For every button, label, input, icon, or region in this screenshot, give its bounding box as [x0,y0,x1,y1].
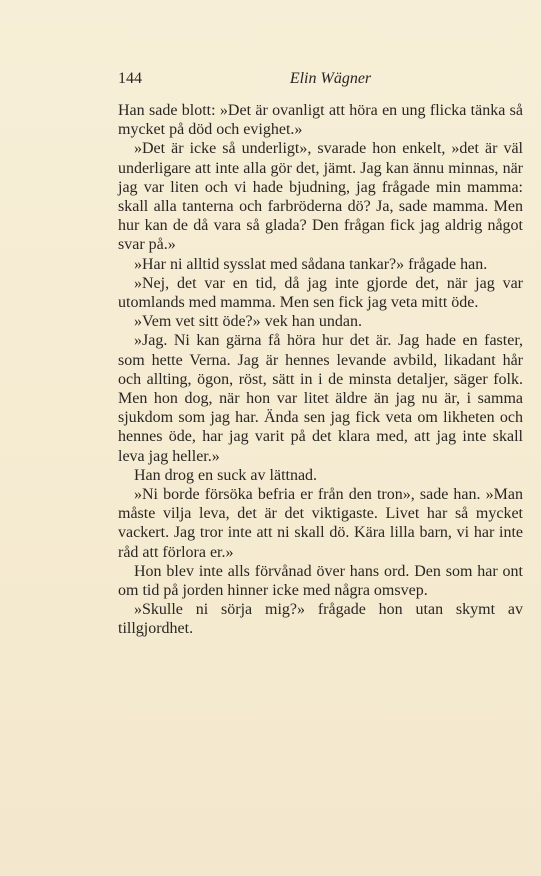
paragraph: »Har ni alltid sysslat med sådana tankar?» frågade han. [134,255,488,273]
paragraph: Han sade blott: »Det är ovanligt att höra en ung flicka tänka så mycket på död och evighet.» [118,102,523,139]
paragraph: »Vem vet sitt öde?» vek han undan. [134,313,362,331]
paragraph: »Det är icke så underligt», svarade hon enkelt, »det är väl underligare att inte alla gör det, jämt. Jag kan ännu minnas, när jag var liten och vi hade bjudning, jag frågade min mamma: skall alla tanterna och farbröderna dö? Ja, sade mamma. Men hur kan de då vara så glada? Den frågan fick jag aldrig något svar på.» [118,140,523,254]
body-text [118,101,523,639]
paragraph: »Jag. Ni kan gärna få höra hur det är. Jag hade en faster, som hette Verna. Jag är hennes levande avbild, likadant hår och allting, ögon, röst, sätt in i de minsta detaljer, säger folk. Men hon dog, när hon var litet äldre än jag nu är, i samma sjukdom som jag har. Ända sen jag fick veta om likheten och hennes öde, har jag varit på det klara med, att jag inte skall leva jag heller.» [118,332,523,465]
running-title: Elin Wägner [289,70,372,87]
paragraph: Hon blev inte alls förvånad över hans ord. Den som har ont om tid på jorden hinner icke med några omsvep. [118,562,523,600]
paragraph: »Skulle ni sörja mig?» frågade hon utan skymt av tillgjordhet. [118,601,523,638]
page-number: 144 [118,70,142,87]
paragraph: »Nej, det var en tid, då jag inte gjorde det, när jag var utomlands med mamma. Men sen fick jag veta mitt öde. [118,274,523,312]
paragraph: »Ni borde försöka befria er från den tron», sade han. »Man måste vilja leva, det är det viktigaste. Livet har så mycket vackert. Jag tror inte att ni skall dö. Kära lilla barn, vi har inte råd att förlora er.» [118,486,523,561]
paragraph: Han drog en suck av lättnad. [134,466,318,484]
page-header [118,70,523,92]
